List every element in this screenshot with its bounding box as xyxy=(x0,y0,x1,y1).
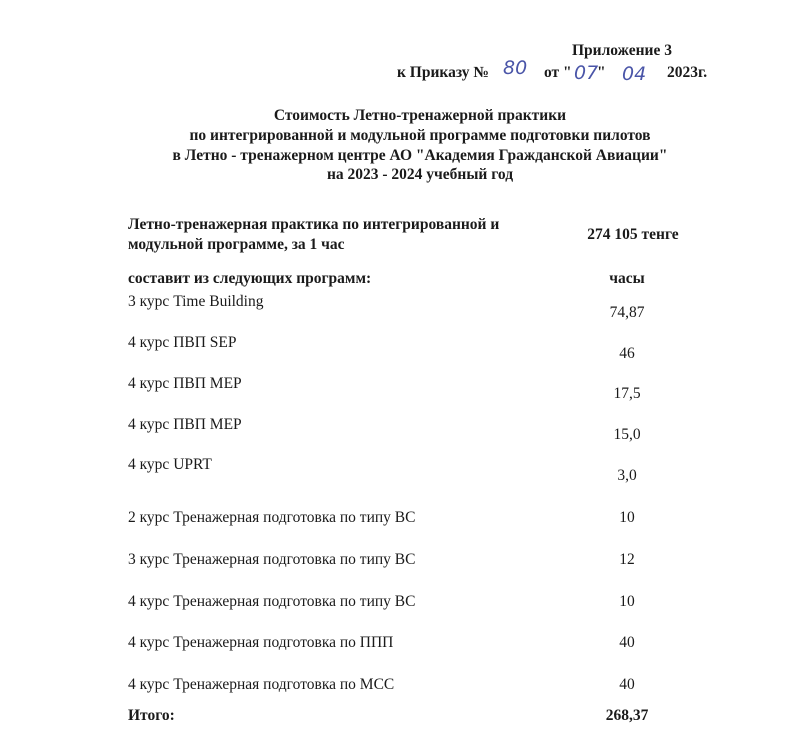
price-label-line-2: модульной программе, за 1 час xyxy=(128,236,345,253)
program-row-label: 4 курс Тренажерная подготовка по МСС xyxy=(128,676,395,693)
program-row-hours: 10 xyxy=(619,509,635,526)
title-line-2: по интегрированной и модульной программе подготовки пилотов xyxy=(189,127,651,144)
program-row-label: 4 курс Тренажерная подготовка по типу ВС xyxy=(128,593,416,610)
program-row-hours: 3,0 xyxy=(617,467,637,484)
from-label: от " xyxy=(544,64,572,81)
title-line-3: в Летно - тренажерном центре АО "Академия Гражданской Авиации" xyxy=(172,147,668,164)
program-row-hours: 12 xyxy=(619,551,635,568)
program-row-hours: 40 xyxy=(619,676,635,693)
program-row-hours: 46 xyxy=(619,345,635,362)
program-row-hours: 15,0 xyxy=(613,426,641,443)
annex-label: Приложение 3 xyxy=(572,42,672,59)
quote-close: " xyxy=(597,64,606,81)
program-row-hours: 17,5 xyxy=(613,385,641,402)
order-number-handwritten: 80 xyxy=(503,57,528,79)
total-label: Итого: xyxy=(128,707,175,724)
program-row-label: 4 курс ПВП SEP xyxy=(128,334,237,351)
program-row-label: 4 курс ПВП MEP xyxy=(128,375,242,392)
program-row-hours: 40 xyxy=(619,634,635,651)
year-label: 2023г. xyxy=(667,64,708,81)
title-line-1: Стоимость Летно-тренажерной практики xyxy=(273,107,567,124)
program-row-hours: 10 xyxy=(619,593,635,610)
program-row-hours: 74,87 xyxy=(609,304,645,321)
table-header-label: составит из следующих программ: xyxy=(128,270,372,287)
month-handwritten: 04 xyxy=(622,63,647,85)
day-handwritten: 07 xyxy=(574,62,599,84)
program-row-label: 4 курс UPRT xyxy=(128,456,212,473)
table-header-unit: часы xyxy=(609,270,645,287)
price-label-line-1: Летно-тренажерная практика по интегрированной и xyxy=(128,216,500,233)
program-row-label: 4 курс Тренажерная подготовка по ППП xyxy=(128,634,394,651)
program-row-label: 4 курс ПВП MEP xyxy=(128,416,242,433)
program-row-label: 3 курс Time Building xyxy=(128,293,264,310)
price-value: 274 105 тенге xyxy=(587,226,679,243)
total-value: 268,37 xyxy=(605,707,649,724)
program-row-label: 3 курс Тренажерная подготовка по типу ВС xyxy=(128,551,416,568)
program-row-label: 2 курс Тренажерная подготовка по типу ВС xyxy=(128,509,416,526)
title-line-4: на 2023 - 2024 учебный год xyxy=(326,166,514,183)
order-prefix: к Приказу № xyxy=(397,64,489,81)
